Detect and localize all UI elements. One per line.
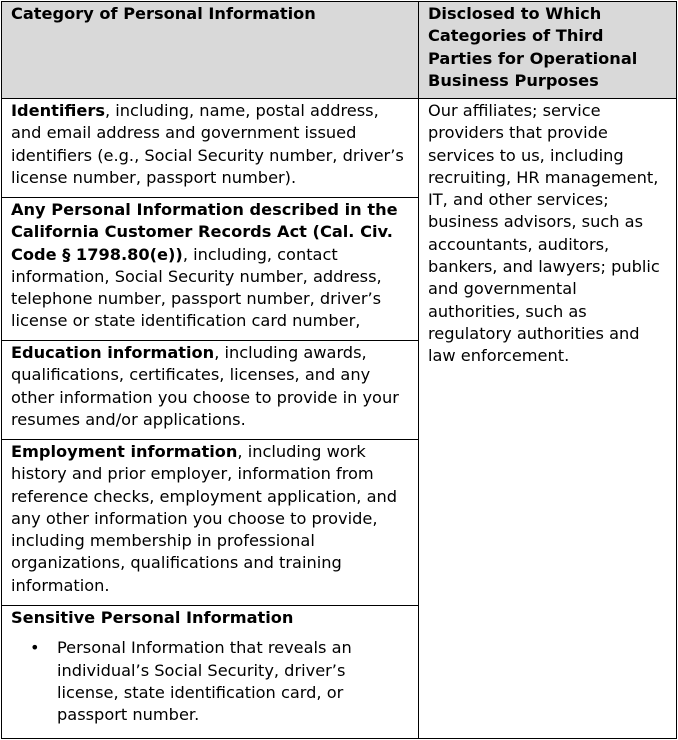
- bullet-icon: •: [30, 638, 40, 658]
- category-title: Any Personal Information described in the California Customer Records Act (Cal. Civ. Code § 1798.80(e)): [11, 200, 398, 264]
- category-text: , including awards, qualifications, certificates, licenses, and any other information you choose to provide in your resumes and/or applications.: [11, 343, 399, 429]
- category-title: Sensitive Personal Information: [11, 608, 294, 627]
- sensitive-info-list: [11, 637, 409, 726]
- header-row: [2, 2, 677, 99]
- table-row: [2, 99, 677, 198]
- category-cell: [2, 99, 419, 198]
- disclosed-to-cell: Our affiliates; service providers that provide services to us, including recruiting, HR management, IT, and other services; business advisors, such as accountants, auditors, bankers, and lawyers; public and governmental authorities, such as regulatory authorities and law enforcement.: [419, 99, 677, 739]
- category-text: , including, contact information, Social Security number, address, telephone number, passport number, driver’s license or state identification card number,: [11, 244, 382, 331]
- category-cell: [2, 440, 419, 606]
- category-cell: [2, 606, 419, 739]
- category-cell: [2, 198, 419, 341]
- category-cell: [2, 341, 419, 440]
- list-item-text: Personal Information that reveals an individual’s Social Security, driver’s license, state identification card, or passport number.: [57, 638, 352, 725]
- header-disclosed-to: Disclosed to Which Categories of Third Parties for Operational Business Purposes: [419, 2, 677, 99]
- header-category: Category of Personal Information: [2, 2, 419, 99]
- category-title: Employment information: [11, 442, 238, 461]
- category-title: Identifiers: [11, 101, 105, 120]
- personal-info-table: [1, 1, 677, 739]
- list-item: [30, 637, 409, 726]
- category-title: Education information: [11, 343, 215, 362]
- category-text: , including work history and prior employer, information from reference checks, employment application, and any other information you choose to provide, including membership in professional organizations, qualifications and training information.: [11, 442, 398, 595]
- category-text: , including, name, postal address, and email address and government issued identifiers (e.g., Social Security number, driver’s license number, passport number).: [11, 101, 404, 187]
